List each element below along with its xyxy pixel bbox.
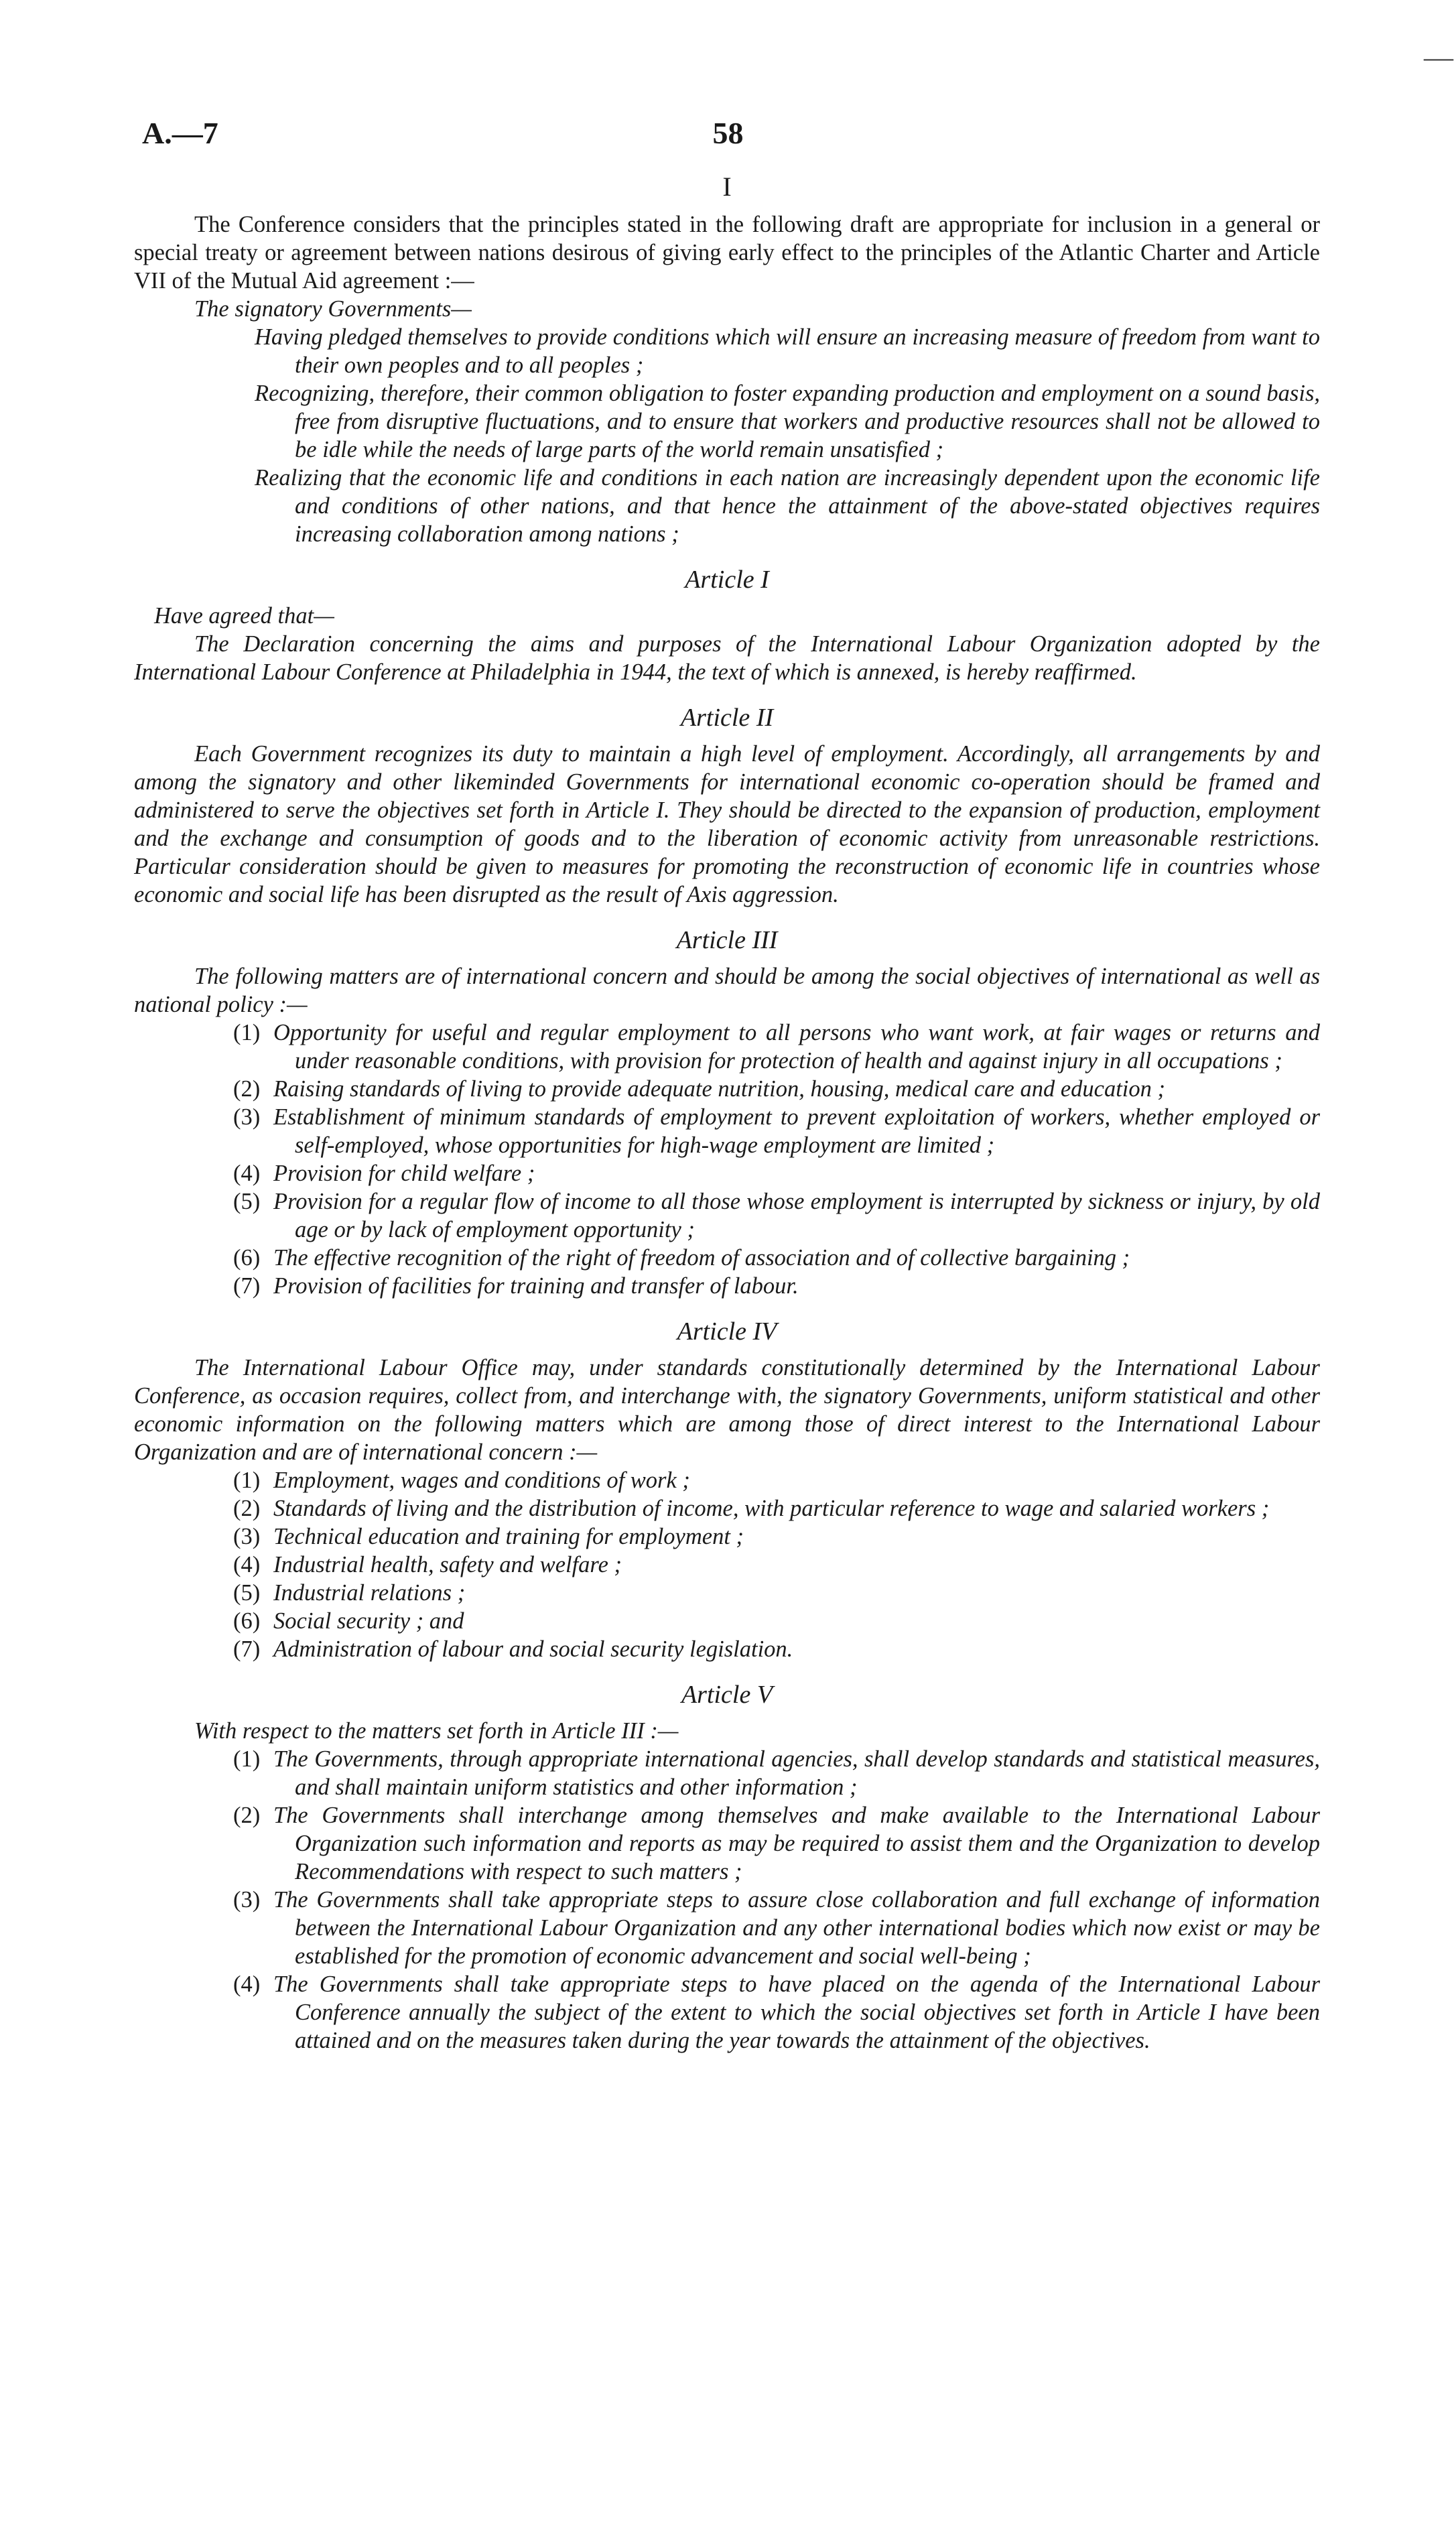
- item-number: (2): [233, 1076, 261, 1102]
- page-number: 58: [712, 116, 744, 150]
- item-number: (4): [233, 1161, 261, 1186]
- list-item: [134, 1272, 1320, 1300]
- list-item: [134, 1019, 1320, 1075]
- item-number: (5): [233, 1580, 261, 1606]
- item-number: (6): [233, 1608, 261, 1634]
- list-item: [134, 1635, 1320, 1663]
- item-number: (7): [233, 1636, 261, 1662]
- page-reference: A.—7: [142, 116, 218, 150]
- preamble-clause: Recognizing, therefore, their common obligation to foster expanding production and employment on a sound basis, free from disruptive fluctuations, and to ensure that workers and productive resources shall not be allowed to be idle while the needs of large parts of the world remain unsatisfied ;: [255, 381, 1320, 462]
- list-item: [134, 1523, 1320, 1551]
- intro-paragraph: The Conference considers that the principles stated in the following draft are appropriate for inclusion in a general or special treaty or agreement between nations desirous of giving early effect to the principles of the Atlantic Charter and Article VII of the Mutual Aid agreement :—: [134, 212, 1320, 294]
- list-item: [134, 1187, 1320, 1244]
- item-text: Provision of facilities for training and transfer of labour.: [273, 1273, 799, 1299]
- article-4-heading: Article IV: [677, 1317, 777, 1346]
- list-item: [134, 1970, 1320, 2055]
- list-item: [134, 1551, 1320, 1579]
- item-number: (1): [233, 1468, 261, 1493]
- article-3-heading: Article III: [676, 926, 778, 954]
- item-number: (7): [233, 1273, 261, 1299]
- item-number: (1): [233, 1746, 261, 1772]
- item-text: The Governments, through appropriate international agencies, shall develop standards and statistical measures, and shall maintain uniform statistics and other information ;: [273, 1746, 1320, 1800]
- item-text: Provision for child welfare ;: [273, 1161, 535, 1186]
- item-text: Industrial health, safety and welfare ;: [273, 1552, 622, 1577]
- article-5-heading: Article V: [681, 1681, 773, 1709]
- item-number: (4): [233, 1971, 261, 1997]
- item-number: (2): [233, 1803, 261, 1828]
- list-item: [134, 1103, 1320, 1159]
- preamble-clause: Having pledged themselves to provide conditions which will ensure an increasing measure of freedom from want to their own peoples and to all peoples ;: [255, 324, 1320, 378]
- article-3-list: [134, 1019, 1320, 1300]
- list-item: [134, 1801, 1320, 1886]
- item-text: Raising standards of living to provide adequate nutrition, housing, medical care and education ;: [273, 1076, 1165, 1102]
- item-text: Standards of living and the distribution of income, with particular reference to wage and salaried workers ;: [273, 1496, 1270, 1521]
- article-1-lead: Have agreed that—: [154, 603, 334, 629]
- document-body: [134, 173, 1320, 2055]
- signatory-line: The signatory Governments—: [194, 296, 472, 322]
- item-text: Opportunity for useful and regular employment to all persons who want work, at fair wages or returns and under reasonable conditions, with provision for protection of health and against injury in all occupations ;: [273, 1020, 1320, 1074]
- item-text: Employment, wages and conditions of work ;: [273, 1468, 690, 1493]
- list-item: [134, 1579, 1320, 1607]
- article-4-list: [134, 1466, 1320, 1663]
- article-2-heading: Article II: [680, 704, 774, 732]
- item-number: (3): [233, 1524, 261, 1549]
- item-number: (5): [233, 1189, 261, 1214]
- item-text: Establishment of minimum standards of employment to prevent exploitation of workers, whether employed or self-employed, whose opportunities for high-wage employment are limited ;: [273, 1104, 1320, 1158]
- list-item: [134, 1159, 1320, 1187]
- list-item: [134, 1466, 1320, 1494]
- article-2-text: Each Government recognizes its duty to maintain a high level of employment. Accordingly, all arrangements by and among the signatory and other likeminded Governments for international economic co-operation should be framed and administered to serve the objectives set forth in Article I. They should be directed to the expansion of production, employment and the exchange and consumption of goods and to the liberation of economic activity from unreasonable restrictions. Particular consideration should be given to measures for promoting the reconstruction of economic life in countries whose economic and social life has been disrupted as the result of Axis aggression.: [134, 741, 1320, 907]
- item-text: Social security ; and: [273, 1608, 464, 1634]
- list-item: [134, 1075, 1320, 1103]
- item-number: (3): [233, 1104, 261, 1130]
- article-1-text: The Declaration concerning the aims and purposes of the International Labour Organization adopted by the International Labour Conference at Philadelphia in 1944, the text of which is annexed, is hereby reaffirmed.: [134, 631, 1320, 685]
- article-1-heading: Article I: [685, 566, 769, 594]
- item-text: Administration of labour and social security legislation.: [273, 1636, 793, 1662]
- item-number: (6): [233, 1245, 261, 1271]
- section-numeral: I: [722, 172, 732, 202]
- item-number: (2): [233, 1496, 261, 1521]
- item-text: Technical education and training for employment ;: [273, 1524, 744, 1549]
- item-number: (4): [233, 1552, 261, 1577]
- article-4-intro: The International Labour Office may, under standards constitutionally determined by the International Labour Conference, as occasion requires, collect from, and interchange with, the signatory Governments, uniform statistical and other economic information on the following matters which are among those of direct interest to the International Labour Organization and are of international concern :—: [134, 1355, 1320, 1465]
- item-number: (3): [233, 1887, 261, 1913]
- item-text: The Governments shall interchange among themselves and make available to the International Labour Organization such information and reports as may be required to assist them and the Organization to develop Recommendations with respect to such matters ;: [273, 1803, 1320, 1884]
- list-item: [134, 1244, 1320, 1272]
- item-text: Industrial relations ;: [273, 1580, 466, 1606]
- item-text: The effective recognition of the right of freedom of association and of collective bargaining ;: [273, 1245, 1130, 1271]
- item-text: The Governments shall take appropriate steps to have placed on the agenda of the International Labour Conference annually the subject of the extent to which the social objectives set forth in Article I have been attained and on the measures taken during the year towards the attainment of the objectives.: [273, 1971, 1320, 2053]
- corner-mark: —: [1424, 41, 1453, 74]
- article-5-list: [134, 1745, 1320, 2055]
- article-5-intro: With respect to the matters set forth in Article III :—: [194, 1718, 679, 1744]
- item-text: The Governments shall take appropriate steps to assure close collaboration and full exchange of information between the International Labour Organization and any other international bodies which now exist or may be established for the promotion of economic advancement and social well-being ;: [273, 1887, 1320, 1969]
- list-item: [134, 1607, 1320, 1635]
- preamble-clause: Realizing that the economic life and conditions in each nation are increasingly dependent upon the economic life and conditions of other nations, and that hence the attainment of the above-stated objectives requires increasing collaboration among nations ;: [255, 465, 1320, 547]
- article-3-intro: The following matters are of international concern and should be among the social objectives of international as well as national policy :—: [134, 964, 1320, 1017]
- item-number: (1): [233, 1020, 261, 1045]
- list-item: [134, 1494, 1320, 1523]
- list-item: [134, 1745, 1320, 1801]
- list-item: [134, 1886, 1320, 1970]
- item-text: Provision for a regular flow of income to all those whose employment is interrupted by sickness or injury, by old age or by lack of employment opportunity ;: [273, 1189, 1320, 1242]
